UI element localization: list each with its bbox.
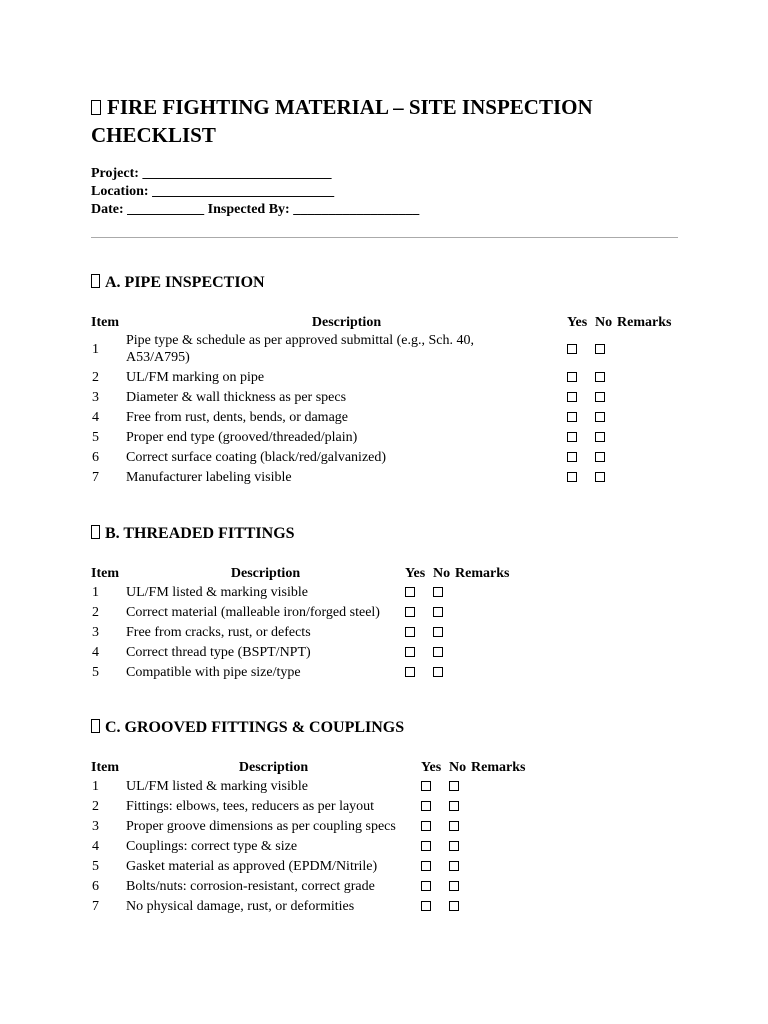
item-number: 4	[92, 644, 99, 660]
yes-checkbox[interactable]	[567, 467, 595, 487]
no-checkbox[interactable]	[449, 896, 471, 916]
yes-checkbox[interactable]	[421, 896, 449, 916]
table-row	[91, 331, 681, 367]
project-field	[91, 165, 331, 183]
remarks-cell[interactable]	[617, 387, 681, 407]
table-row	[91, 776, 536, 796]
item-header: Item	[91, 566, 119, 581]
item-number: 2	[92, 369, 99, 385]
yes-checkbox[interactable]	[421, 876, 449, 896]
remarks-cell[interactable]	[617, 447, 681, 467]
section-c-title	[91, 718, 404, 738]
item-description: Free from cracks, rust, or defects	[126, 624, 311, 640]
table-row	[91, 447, 681, 467]
item-number: 4	[92, 409, 99, 425]
no-header: No	[433, 566, 451, 581]
location-blank[interactable]: __________________________	[152, 184, 335, 199]
project-label: Project:	[91, 166, 139, 181]
remarks-cell[interactable]	[455, 622, 521, 642]
remarks-cell[interactable]	[471, 776, 536, 796]
item-number: 3	[92, 818, 99, 834]
remarks-cell[interactable]	[617, 427, 681, 447]
item-description: Correct surface coating (black/red/galvanized)	[126, 449, 387, 465]
yes-checkbox[interactable]	[567, 331, 595, 367]
table-row	[91, 622, 521, 642]
table-row	[91, 582, 521, 602]
item-number: 3	[92, 389, 99, 405]
item-description: Free from rust, dents, bends, or damage	[126, 409, 348, 425]
remarks-cell[interactable]	[471, 856, 536, 876]
no-checkbox[interactable]	[595, 331, 617, 367]
page-title	[91, 93, 681, 149]
no-checkbox[interactable]	[595, 407, 617, 427]
table-row	[91, 602, 521, 622]
item-description: UL/FM listed & marking visible	[126, 778, 308, 794]
no-checkbox[interactable]	[595, 467, 617, 487]
missing-glyph-icon	[91, 274, 100, 288]
no-checkbox[interactable]	[433, 602, 455, 622]
table-row	[91, 876, 536, 896]
yes-checkbox[interactable]	[405, 582, 433, 602]
item-description: Gasket material as approved (EPDM/Nitrile)	[126, 858, 378, 874]
no-checkbox[interactable]	[433, 622, 455, 642]
yes-header: Yes	[421, 760, 442, 775]
description-header: Description	[311, 315, 382, 330]
location-label: Location:	[91, 184, 149, 199]
yes-checkbox[interactable]	[567, 367, 595, 387]
section-b-table	[91, 562, 521, 682]
table-row	[91, 407, 681, 427]
yes-checkbox[interactable]	[405, 602, 433, 622]
item-description: Pipe type & schedule as per approved submittal (e.g., Sch. 40, A53/A795)	[126, 333, 474, 365]
no-checkbox[interactable]	[595, 367, 617, 387]
no-checkbox[interactable]	[595, 427, 617, 447]
yes-header: Yes	[567, 315, 588, 330]
section-c-title-text: C. GROOVED FITTINGS & COUPLINGS	[105, 719, 405, 736]
no-checkbox[interactable]	[595, 387, 617, 407]
no-header: No	[595, 315, 613, 330]
remarks-cell[interactable]	[455, 582, 521, 602]
yes-header: Yes	[405, 566, 426, 581]
remarks-cell[interactable]	[471, 816, 536, 836]
remarks-cell[interactable]	[617, 467, 681, 487]
yes-checkbox[interactable]	[405, 662, 433, 682]
item-description: Proper end type (grooved/threaded/plain)	[126, 429, 358, 445]
item-number: 5	[92, 664, 99, 680]
no-checkbox[interactable]	[449, 836, 471, 856]
item-description: Proper groove dimensions as per coupling specs	[126, 818, 396, 834]
table-row	[91, 836, 536, 856]
remarks-cell[interactable]	[617, 331, 681, 367]
no-checkbox[interactable]	[449, 816, 471, 836]
table-row	[91, 896, 536, 916]
no-checkbox[interactable]	[449, 876, 471, 896]
no-checkbox[interactable]	[433, 582, 455, 602]
yes-checkbox[interactable]	[405, 622, 433, 642]
description-header: Description	[238, 760, 309, 775]
yes-checkbox[interactable]	[567, 447, 595, 467]
item-description: Correct material (malleable iron/forged steel)	[126, 604, 380, 620]
item-number: 7	[92, 898, 99, 914]
no-checkbox[interactable]	[433, 642, 455, 662]
no-checkbox[interactable]	[595, 447, 617, 467]
item-number: 5	[92, 858, 99, 874]
no-checkbox[interactable]	[449, 856, 471, 876]
item-header: Item	[91, 760, 119, 775]
item-number: 6	[92, 449, 99, 465]
item-header: Item	[91, 315, 119, 330]
remarks-cell[interactable]	[455, 662, 521, 682]
table-row	[91, 816, 536, 836]
item-description: Correct thread type (BSPT/NPT)	[126, 644, 311, 660]
yes-checkbox[interactable]	[421, 856, 449, 876]
item-description: Fittings: elbows, tees, reducers as per layout	[126, 798, 375, 814]
no-checkbox[interactable]	[449, 796, 471, 816]
item-number: 1	[92, 341, 99, 357]
remarks-cell[interactable]	[455, 602, 521, 622]
item-description: Couplings: correct type & size	[126, 838, 298, 854]
no-checkbox[interactable]	[449, 776, 471, 796]
date-label: Date:	[91, 202, 124, 217]
table-row	[91, 467, 681, 487]
yes-checkbox[interactable]	[567, 407, 595, 427]
item-number: 5	[92, 429, 99, 445]
table-row	[91, 367, 681, 387]
remarks-cell[interactable]	[471, 876, 536, 896]
remarks-cell[interactable]	[471, 836, 536, 856]
location-field	[91, 183, 334, 201]
table-row	[91, 856, 536, 876]
yes-checkbox[interactable]	[421, 816, 449, 836]
remarks-cell[interactable]	[471, 796, 536, 816]
remarks-cell[interactable]	[471, 896, 536, 916]
yes-checkbox[interactable]	[421, 796, 449, 816]
item-number: 2	[92, 604, 99, 620]
item-number: 6	[92, 878, 99, 894]
table-row	[91, 387, 681, 407]
remarks-cell[interactable]	[455, 642, 521, 662]
table-row	[91, 796, 536, 816]
inspected-by-label: Inspected By:	[207, 202, 290, 217]
yes-checkbox[interactable]	[421, 776, 449, 796]
yes-checkbox[interactable]	[567, 427, 595, 447]
item-number: 4	[92, 838, 99, 854]
section-b-title	[91, 524, 295, 544]
item-description: No physical damage, rust, or deformities	[126, 898, 355, 914]
project-blank[interactable]: ___________________________	[142, 166, 332, 181]
missing-glyph-icon	[91, 719, 100, 733]
item-description: Compatible with pipe size/type	[126, 664, 301, 680]
table-row	[91, 662, 521, 682]
remarks-header: Remarks	[617, 315, 672, 330]
remarks-cell[interactable]	[617, 407, 681, 427]
page-title-text: FIRE FIGHTING MATERIAL – SITE INSPECTION CHECKLIST	[91, 95, 593, 147]
item-description: Bolts/nuts: corrosion-resistant, correct grade	[126, 878, 375, 894]
item-number: 7	[92, 469, 99, 485]
table-header	[91, 756, 536, 776]
divider	[91, 237, 678, 238]
no-checkbox[interactable]	[433, 662, 455, 682]
table-header	[91, 311, 681, 331]
item-description: UL/FM marking on pipe	[126, 369, 265, 385]
table-header	[91, 562, 521, 582]
item-number: 1	[92, 584, 99, 600]
date-inspector-field	[91, 201, 419, 219]
missing-glyph-icon	[91, 100, 101, 115]
remarks-header: Remarks	[455, 566, 510, 581]
item-description: Diameter & wall thickness as per specs	[126, 389, 347, 405]
item-number: 1	[92, 778, 99, 794]
item-description: Manufacturer labeling visible	[126, 469, 292, 485]
yes-checkbox[interactable]	[405, 642, 433, 662]
date-blank[interactable]: ___________	[127, 202, 205, 217]
inspected-by-blank[interactable]: __________________	[293, 202, 420, 217]
remarks-header: Remarks	[471, 760, 526, 775]
section-a-title-text: A. PIPE INSPECTION	[105, 274, 265, 291]
section-c-table	[91, 756, 536, 916]
yes-checkbox[interactable]	[421, 836, 449, 856]
table-row	[91, 427, 681, 447]
no-header: No	[449, 760, 467, 775]
missing-glyph-icon	[91, 525, 100, 539]
table-row	[91, 642, 521, 662]
yes-checkbox[interactable]	[567, 387, 595, 407]
item-description: UL/FM listed & marking visible	[126, 584, 308, 600]
section-a-title	[91, 273, 265, 293]
description-header: Description	[230, 566, 301, 581]
section-b-title-text: B. THREADED FITTINGS	[105, 525, 295, 542]
item-number: 3	[92, 624, 99, 640]
remarks-cell[interactable]	[617, 367, 681, 387]
section-a-table	[91, 311, 681, 487]
item-number: 2	[92, 798, 99, 814]
